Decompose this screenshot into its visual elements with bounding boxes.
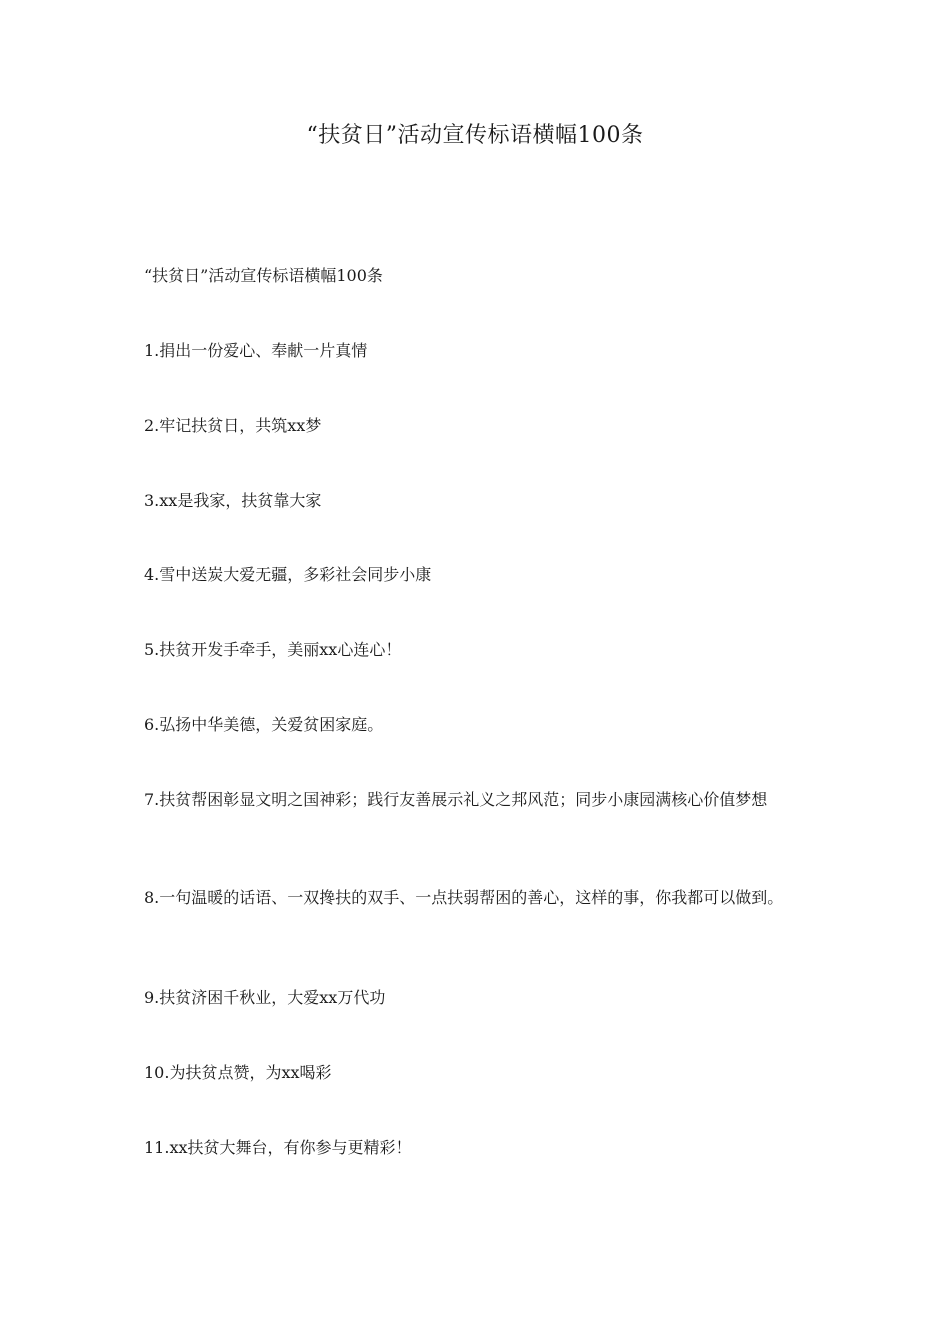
page-title: “扶贫日”活动宣传标语横幅100条 [306,123,644,148]
subtitle: “扶贫日”活动宣传标语横幅100条 [144,266,383,285]
list-item: 7.扶贫帮困彰显文明之国神彩；践行友善展示礼义之邦风范；同步小康园满核心价值梦想 [144,790,768,809]
list-item: 2.牢记扶贫日，共筑xx梦 [144,416,322,435]
list-item: 11.xx扶贫大舞台，有你参与更精彩！ [144,1138,412,1157]
list-item: 10.为扶贫点赞，为xx喝彩 [144,1063,332,1082]
list-item: 8.一句温暖的话语、一双搀扶的双手、一点扶弱帮困的善心，这样的事，你我都可以做到。 [144,888,784,907]
list-item: 6.弘扬中华美德，关爱贫困家庭。 [144,715,384,734]
list-item: 3.xx是我家，扶贫靠大家 [144,491,322,510]
list-item: 4.雪中送炭大爱无疆，多彩社会同步小康 [144,565,432,584]
list-item: 9.扶贫济困千秋业，大爱xx万代功 [144,988,386,1007]
list-item: 1.捐出一份爱心、奉献一片真情 [144,341,368,360]
list-item: 5.扶贫开发手牵手，美丽xx心连心！ [144,640,402,659]
